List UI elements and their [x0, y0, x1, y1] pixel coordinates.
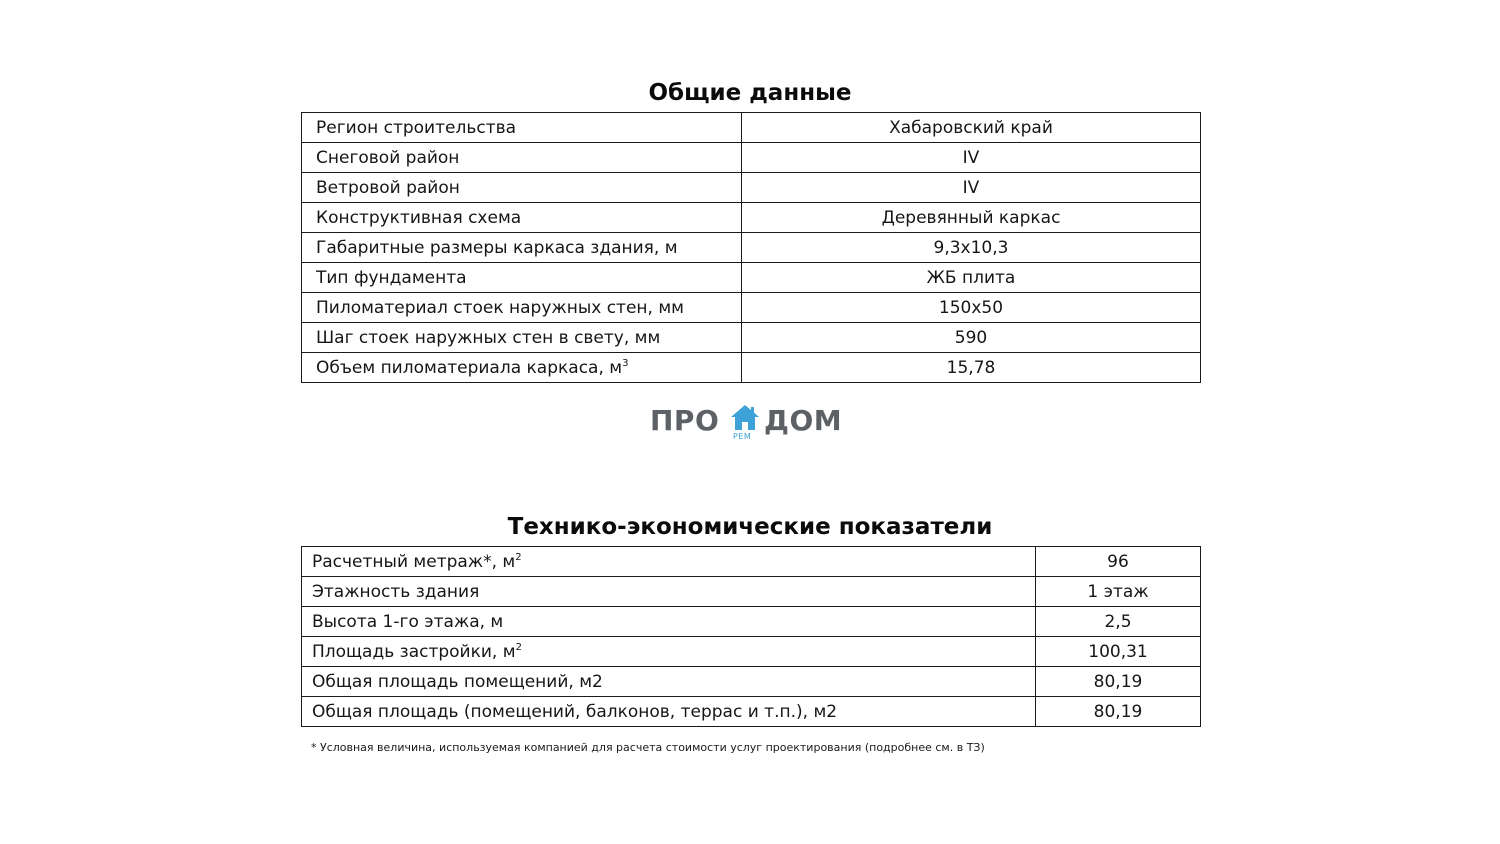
row-label: Этажность здания [302, 577, 1036, 607]
row-label: Конструктивная схема [302, 203, 742, 233]
superscript: 3 [622, 357, 629, 369]
row-value: 80,19 [1036, 697, 1201, 727]
row-label: Пиломатериал стоек наружных стен, мм [302, 293, 742, 323]
general-data-title: Общие данные [648, 80, 852, 106]
row-value: 9,3х10,3 [742, 233, 1201, 263]
row-value: Деревянный каркас [742, 203, 1201, 233]
row-value: 100,31 [1036, 637, 1201, 667]
row-label: Ветровой район [302, 173, 742, 203]
general-data-table [301, 112, 1201, 383]
row-label-text: Объем пиломатериала каркаса, м [316, 357, 623, 378]
row-label: Тип фундамента [302, 263, 742, 293]
table-row [302, 547, 1201, 577]
table-row [302, 323, 1201, 353]
logo-text-right: ДОМ [764, 404, 843, 437]
row-value: 96 [1036, 547, 1201, 577]
table-row [302, 607, 1201, 637]
row-value: 1 этаж [1036, 577, 1201, 607]
table-row [302, 353, 1201, 383]
row-value: 80,19 [1036, 667, 1201, 697]
row-label: Регион строительства [302, 113, 742, 143]
table-row [302, 203, 1201, 233]
row-value: 15,78 [742, 353, 1201, 383]
house-icon [730, 404, 760, 432]
table-row [302, 577, 1201, 607]
row-label: Общая площадь помещений, м2 [302, 667, 1036, 697]
row-value: ЖБ плита [742, 263, 1201, 293]
table-row [302, 113, 1201, 143]
table-row [302, 637, 1201, 667]
footnote: * Условная величина, используемая компанией для расчета стоимости услуг проектирования (подробнее см. в ТЗ) [311, 741, 985, 754]
row-value: 590 [742, 323, 1201, 353]
table-row [302, 173, 1201, 203]
row-label-text: Площадь застройки, м [312, 641, 516, 662]
table-row [302, 233, 1201, 263]
row-value: Хабаровский край [742, 113, 1201, 143]
superscript: 2 [515, 551, 522, 563]
row-value: IV [742, 173, 1201, 203]
row-label: Снеговой район [302, 143, 742, 173]
tep-title: Технико-экономические показатели [507, 514, 993, 540]
row-value: IV [742, 143, 1201, 173]
superscript: 2 [515, 641, 522, 653]
prodom-logo [650, 402, 850, 444]
row-label: Высота 1-го этажа, м [302, 607, 1036, 637]
table-row [302, 697, 1201, 727]
table-row [302, 293, 1201, 323]
row-value: 2,5 [1036, 607, 1201, 637]
row-label: Шаг стоек наружных стен в свету, мм [302, 323, 742, 353]
tep-table [301, 546, 1201, 727]
logo-text-left: ПРО [650, 404, 720, 437]
table-row [302, 143, 1201, 173]
row-label: Общая площадь (помещений, балконов, террас и т.п.), м2 [302, 697, 1036, 727]
row-label-text: Расчетный метраж*, м [312, 551, 516, 572]
row-label [302, 547, 1036, 577]
logo-subtext: РЕМ [733, 432, 752, 441]
row-label [302, 353, 742, 383]
row-label: Габаритные размеры каркаса здания, м [302, 233, 742, 263]
row-label [302, 637, 1036, 667]
row-value: 150х50 [742, 293, 1201, 323]
table-row [302, 263, 1201, 293]
table-row [302, 667, 1201, 697]
